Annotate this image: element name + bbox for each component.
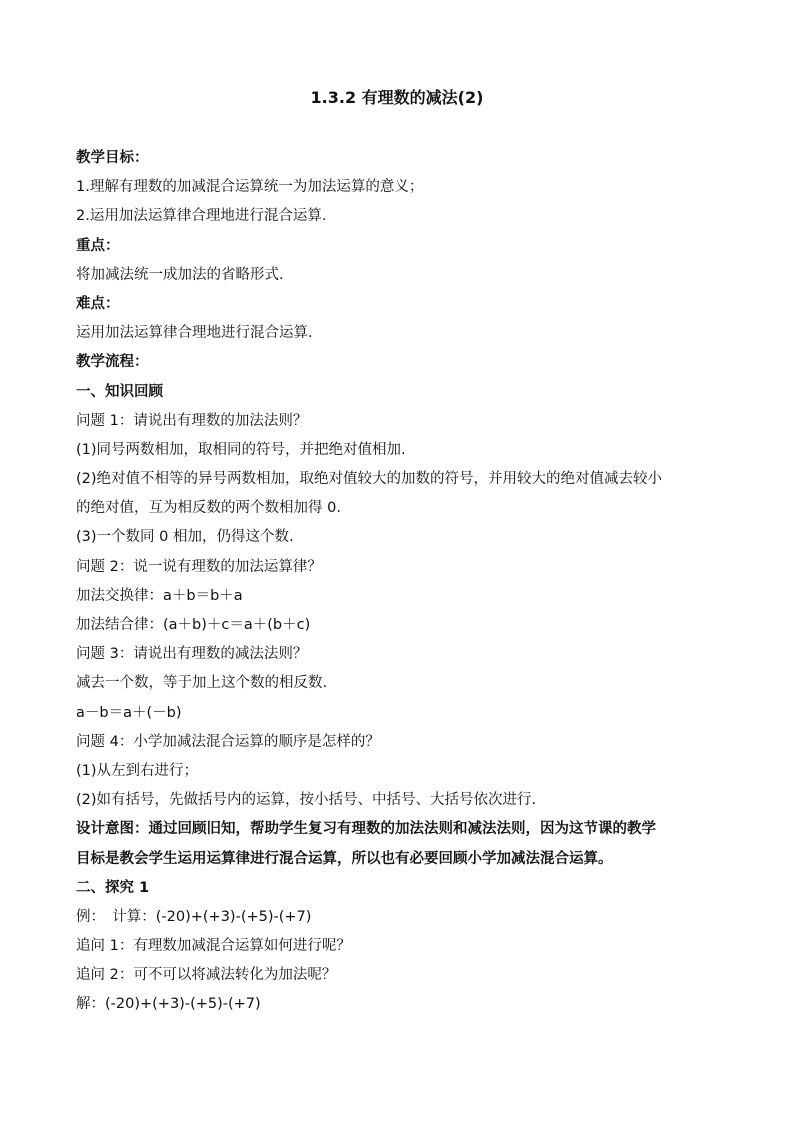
document-title: 1.3.2 有理数的减法(2) [310,88,484,107]
text-line: 追问 2：可不可以将减法转化为加法呢？ [76,967,337,984]
text-line: (2)绝对值不相等的异号两数相加，取绝对值较大的加数的符号，并用较大的绝对值减去较小 [76,471,663,488]
heading-line: 教学目标： [76,150,149,166]
text-line: 运用加法运算律合理地进行混合运算. [76,325,313,342]
heading-line: 重点： [76,237,120,254]
heading-line: 目标是教会学生运用运算律进行混合运算，所以也有必要回顾小学加减法混合运算。 [76,850,613,867]
heading-line: 教学流程： [76,354,149,371]
text-line: 将加减法统一成加法的省略形式. [76,266,284,283]
text-line: 1.理解有理数的加减混合运算统一为加法运算的意义； [76,179,424,196]
text-line: a－b＝a＋(－b) [76,704,182,721]
text-line: (1)从左到右进行； [76,762,199,779]
text-line: 问题 4：小学加减法混合运算的顺序是怎样的？ [76,733,380,750]
text-line: 加法交换律：a＋b＝b＋a [76,587,243,604]
text-line: 问题 2：说一说有理数的加法运算律？ [76,558,322,575]
text-line: (3)一个数同 0 相加，仍得这个数. [76,529,294,546]
text-line: 追问 1：有理数加减混合运算如何进行呢？ [76,938,351,955]
text-line: (2)如有括号，先做括号内的运算，按小括号、中括号、大括号依次进行. [76,792,537,809]
text-line: 问题 3：请说出有理数的减法法则？ [76,646,308,663]
heading-line: 一、知识回顾 [76,383,163,400]
heading-line: 难点： [76,295,120,312]
text-line: 减去一个数，等于加上这个数的相反数. [76,675,328,692]
text-line: 的绝对值，互为相反数的两个数相加得 0. [76,500,341,517]
document-body [76,144,726,1020]
text-line: 问题 1：请说出有理数的加法法则？ [76,412,308,429]
text-line: 2.运用加法运算律合理地进行混合运算. [76,208,327,225]
text-line: 解：(-20)+(+3)-(+5)-(+7) [76,996,261,1013]
heading-line: 设计意图：通过回顾旧知，帮助学生复习有理数的加法法则和减法法则，因为这节课的教学 [76,821,656,838]
text-line: (1)同号两数相加，取相同的符号，并把绝对值相加. [76,441,406,458]
text-line: 加法结合律：(a＋b)＋c＝a＋(b＋c) [76,617,311,633]
heading-line: 二、探究 1 [76,879,150,896]
text-line: 例： 计算：(-20)+(+3)-(+5)-(+7) [76,908,312,925]
